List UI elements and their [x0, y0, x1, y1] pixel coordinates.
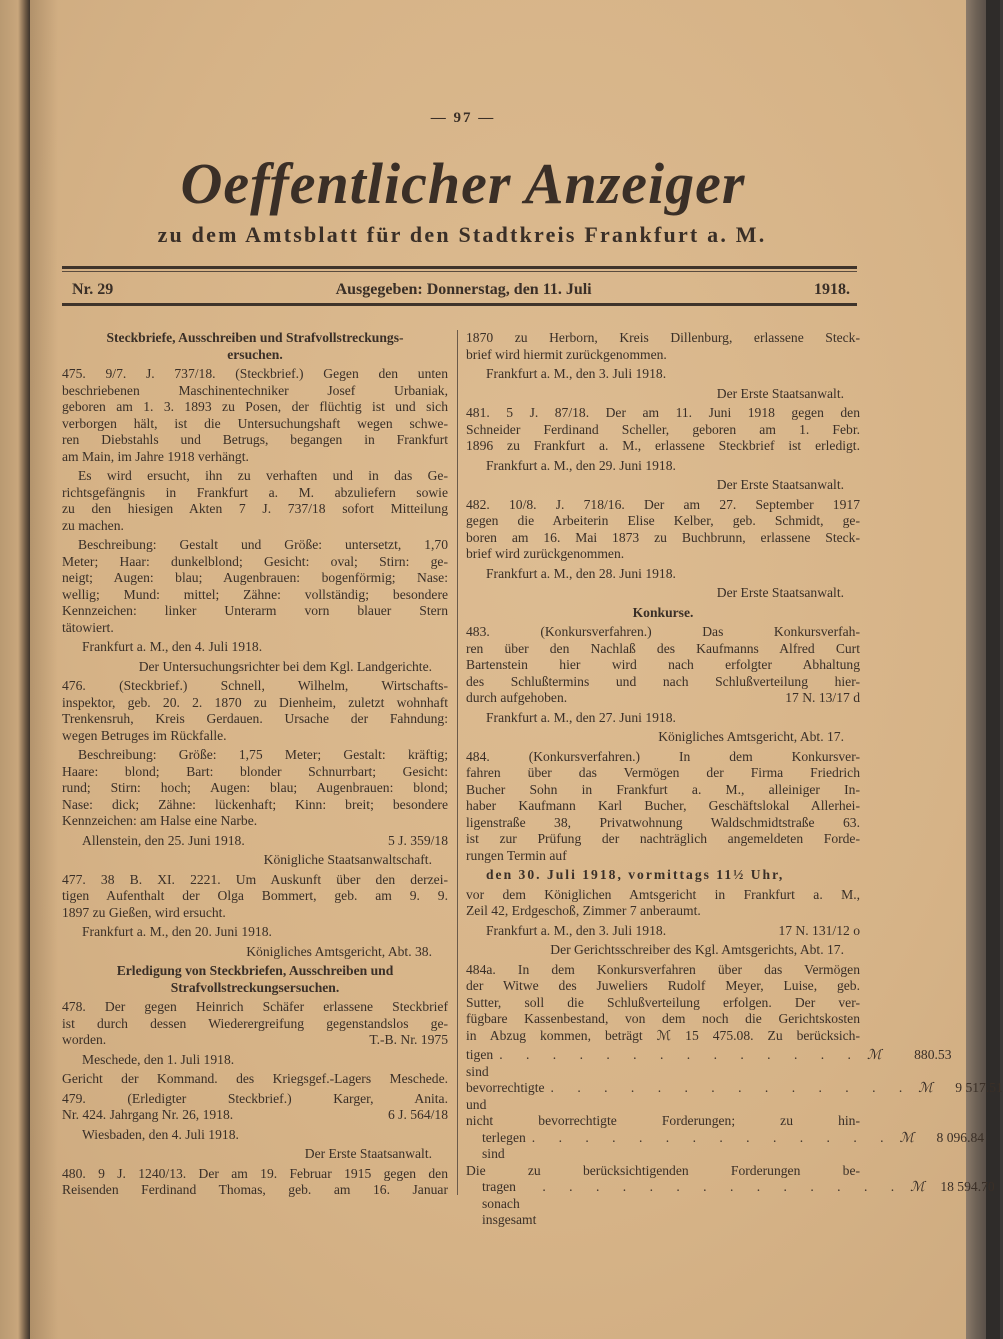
signature-block — [62, 852, 448, 869]
ledger-block — [466, 1047, 1003, 1229]
signature-block — [62, 1146, 448, 1163]
text-line: 1897 zu Gießen, wird ersucht. — [62, 904, 226, 920]
text-line: 1896 zu Frankfurt a. M., erlassene Steckbrief ist erledigt. — [466, 438, 860, 453]
dateline-block — [62, 1052, 448, 1069]
issue-line — [72, 281, 850, 299]
text-line: fügbare Kassenbestand, von dem noch die Gerichtskosten — [466, 1011, 860, 1026]
dateline-block — [466, 710, 860, 727]
entry-block — [62, 366, 448, 465]
ledger-label-line: nicht bevorrechtigte Forderungen; zu hin- — [466, 1113, 860, 1128]
text-line: Der Erste Staatsanwalt. — [716, 585, 844, 600]
text-line: tigen Aufenthalt der Olga Bommert, geb. am 9. 9. — [62, 888, 448, 903]
text-line: wegen Betruges im Rückfalle. — [62, 727, 227, 743]
text-line: der Witwe des Juweliers Rudolf Meyer, Luise, geb. — [466, 978, 860, 993]
entry-block — [62, 678, 448, 744]
text-line: Königliches Amtsgericht, Abt. 38. — [246, 943, 432, 959]
masthead-title: Oeffentlicher Anzeiger — [180, 151, 746, 216]
text-line: Reisenden Ferdinand Thomas, geb. am 16. Januar — [62, 1182, 448, 1197]
text-line: Nr. 424. Jahrgang Nr. 26, 1918. — [62, 1107, 234, 1122]
text-line: Gericht der Kommand. des Kriegsgef.-Lagers Meschede. — [62, 1071, 448, 1086]
text-line: Der Untersuchungsrichter bei dem Kgl. Landgerichte. — [138, 658, 432, 674]
ledger-label: tigen sind — [466, 1047, 494, 1079]
text-line: Meschede, den 1. Juli 1918. — [82, 1051, 235, 1067]
text-line: 479. (Erledigter Steckbrief.) Karger, Anita. — [62, 1090, 448, 1106]
file-reference: 17 N. 13/17 d — [785, 690, 860, 705]
signature-block — [62, 659, 448, 676]
text-line: Es wird ersucht, ihn zu verhaften und in das Ge- — [78, 468, 448, 483]
para-block — [62, 747, 448, 830]
text-line: Schneider Ferdinand Scheller, geboren am 1. Febr. — [466, 421, 860, 437]
dateline-block — [62, 639, 448, 656]
text-line: richtsgefängnis in Frankfurt a. M. abzuliefern sowie — [62, 484, 448, 500]
text-line: Der Erste Staatsanwalt. — [716, 385, 844, 401]
text-line: Trenkensruh, Kreis Gerdauen. Ursache der Fahndung: — [62, 711, 448, 726]
text-line: 475. 9/7. J. 737/18. (Steckbrief.) Gegen den unten — [62, 366, 448, 381]
text-line: Steckbriefe, Ausschreiben und Strafvollstreckungs- — [106, 330, 404, 345]
signature-block — [466, 477, 860, 494]
para-block — [62, 537, 448, 636]
text-line: Der Erste Staatsanwalt. — [716, 477, 844, 492]
text-line: Der Gerichtsschreiber des Kgl. Amtsgerichts, Abt. 17. — [550, 942, 844, 957]
signature-block — [466, 386, 860, 403]
file-reference: 5 J. 359/18 — [387, 832, 448, 848]
text-line: Frankfurt a. M., den 3. Juli 1918. — [486, 922, 667, 938]
text-line: 481. 5 J. 87/18. Der am 11. Juni 1918 gegen den — [466, 405, 860, 420]
heading-block — [62, 963, 448, 996]
currency-mark: ℳ — [918, 1080, 933, 1095]
text-line: 1870 zu Herborn, Kreis Dillenburg, erlassene Steck- — [466, 330, 860, 345]
text-line: ren Diebstahls und Betrugs, begangen in Frankfurt — [62, 432, 448, 447]
currency-mark: ℳ — [899, 1129, 915, 1145]
entry-block — [466, 887, 860, 920]
heading-block — [466, 605, 860, 622]
text-line: beschriebenen Maschinentechniker Josef Urbaniak, — [62, 382, 448, 398]
ledger-amount: 18 594.70 — [940, 1179, 995, 1194]
entry-block — [466, 749, 860, 865]
dateline-block — [466, 366, 860, 383]
text-line: Zeil 42, Erdgeschoß, Zimmer 7 anberaumt. — [466, 903, 701, 918]
text-line: tätowiert. — [62, 619, 114, 635]
text-line: Wiesbaden, den 4. Juli 1918. — [82, 1126, 239, 1142]
text-line: Frankfurt a. M., den 20. Juni 1918. — [82, 924, 272, 939]
text-line: des Schlußtermins und nach Schlußverteilung hier- — [466, 673, 860, 689]
text-line-with-reference — [466, 923, 860, 940]
ledger-amount: 9 517.51 — [955, 1080, 1003, 1095]
text-line: ligenstraße 38, Privatwohnung Waldschmidtstraße 63. — [466, 814, 860, 830]
text-line: ren über den Nachlaß des Kaufmanns Alfred Curt — [466, 640, 860, 656]
text-line: Nase: dick; Zähne: lückenhaft; Kinn: breit; besondere — [62, 796, 448, 812]
entry-block — [466, 497, 860, 563]
text-line: 482. 10/8. J. 718/16. Der am 27. September 1917 — [466, 496, 860, 512]
text-line: brief wird zurückgenommen. — [466, 546, 625, 561]
signature-block — [466, 585, 860, 602]
text-line: Erledigung von Steckbriefen, Ausschreiben und — [116, 963, 394, 978]
leader-dots: . . . . . . . . . . . . . . — [499, 1047, 861, 1062]
text-line: haber Kaufmann Karl Bucher, Geschäftslokal Allerhei- — [466, 798, 860, 813]
text-line: worden. — [62, 1032, 107, 1047]
ledger-label: tragen sonach insgesamt — [482, 1179, 537, 1227]
text-line: ersuchen. — [227, 346, 283, 362]
file-reference: 17 N. 131/12 o — [778, 922, 860, 938]
text-line-with-reference — [62, 833, 448, 850]
entry-block — [62, 1166, 448, 1199]
issue-rule — [62, 303, 857, 306]
text-line-with-reference — [466, 690, 860, 707]
text-line: 483. (Konkursverfahren.) Das Konkursverfah- — [466, 624, 860, 639]
text-line: 484a. In dem Konkursverfahren über das Vermögen — [466, 961, 860, 977]
text-line: Bucher Sohn in Frankfurt a. M., alleiniger In- — [466, 781, 860, 797]
entry-block — [466, 405, 860, 455]
text-line: verborgen hält, ist die Untersuchungshaft wegen schwe- — [62, 415, 448, 431]
text-line: vor dem Königlichen Amtsgericht in Frankfurt a. M., — [466, 886, 860, 902]
text-line: am Main, im Jahre 1918 verhängt. — [62, 448, 249, 464]
entry-block — [62, 999, 448, 1049]
ledger-amount: 8 096.84 — [936, 1129, 985, 1145]
issue-year: 1918. — [814, 281, 850, 298]
text-line: Strafvollstreckungsersuchen. — [170, 979, 340, 995]
masthead-rule — [62, 266, 857, 269]
text-line-with-reference — [62, 1032, 448, 1049]
text-line: Bartenstein hier wird nach erfolgter Abhaltung — [466, 657, 860, 672]
left-page-edge — [0, 0, 30, 1339]
text-line: Frankfurt a. M., den 27. Juni 1918. — [486, 709, 676, 725]
text-line: brief wird hiermit zurückgenommen. — [466, 346, 667, 362]
signature-block — [466, 942, 860, 959]
text-line: Allenstein, den 25. Juni 1918. — [82, 832, 245, 848]
text-line: zu machen. — [62, 517, 124, 533]
text-line: gegen die Arbeiterin Elise Kelber, geb. Schmidt, ge- — [466, 513, 860, 528]
text-line: Frankfurt a. M., den 29. Juni 1918. — [486, 457, 676, 473]
fullline-block — [62, 1071, 448, 1088]
text-line: 476. (Steckbrief.) Schnell, Wilhelm, Wirtschafts- — [62, 678, 448, 693]
ledger-label: bevorrechtigte und — [466, 1080, 545, 1112]
left-column — [62, 330, 448, 1202]
leader-dots: . . . . . . . . . . . . . . — [531, 1129, 894, 1145]
currency-mark: ℳ — [866, 1047, 882, 1062]
text-line: neigt; Augen: blau; Augenbrauen: bogenförmig; Nase: — [62, 570, 448, 585]
currency-mark: ℳ — [910, 1179, 925, 1194]
file-reference: T.-B. Nr. 1975 — [369, 1032, 448, 1047]
text-line: 484. (Konkursverfahren.) In dem Konkursver- — [466, 748, 860, 764]
text-line: Frankfurt a. M., den 4. Juli 1918. — [82, 639, 263, 654]
book-cover-edge — [986, 0, 1000, 1339]
text-line: Beschreibung: Größe: 1,75 Meter; Gestalt: kräftig; — [78, 747, 448, 762]
leader-dots: . . . . . . . . . . . . . . — [542, 1179, 905, 1194]
text-line: rund; Stirn: hoch; Augen: blau; Augenbrauen: blond; — [62, 780, 448, 795]
text-line: Frankfurt a. M., den 3. Juli 1918. — [486, 366, 667, 381]
entry-block — [466, 624, 860, 707]
text-line: 477. 38 B. XI. 2221. Um Auskunft über den derzei- — [62, 871, 448, 887]
file-reference: 6 J. 564/18 — [387, 1107, 448, 1122]
text-line: Kennzeichen: linker Unterarm vorn blauer Stern — [62, 603, 448, 618]
ledger-label: terlegen sind — [482, 1129, 526, 1161]
masthead-rule-thin — [62, 271, 857, 272]
text-line: zu den hiesigen Akten 7 J. 737/18 sofort Mitteilung — [62, 501, 448, 516]
text-line: 480. 9 J. 1240/13. Der am 19. Februar 1915 gegen den — [62, 1165, 448, 1181]
text-line: ist zur Prüfung der nachträglich angemeldeten Forde- — [466, 831, 860, 846]
text-line: ist durch dessen Wiederergreifung gegenstandslos ge- — [62, 1015, 448, 1031]
text-line: Beschreibung: Gestalt und Größe: untersetzt, 1,70 — [78, 537, 448, 552]
emph-block — [466, 867, 860, 884]
text-line: Frankfurt a. M., den 28. Juni 1918. — [486, 565, 676, 581]
ledger-row — [466, 1129, 985, 1163]
page-number: — 97 — — [430, 110, 496, 126]
ledger-row — [466, 1080, 1003, 1113]
entry-block — [466, 330, 860, 363]
heading-block — [62, 330, 448, 363]
text-line: Königliches Amtsgericht, Abt. 17. — [658, 729, 844, 744]
ledger-amount: 880.53 — [914, 1047, 952, 1062]
dateline-block — [62, 833, 448, 850]
entry-block — [466, 962, 860, 1045]
ledger-row — [466, 1047, 952, 1080]
masthead-subtitle: zu dem Amtsblatt für den Stadtkreis Frankfurt a. M. — [157, 222, 767, 247]
leader-dots: . . . . . . . . . . . . . . — [550, 1080, 913, 1095]
text-line: Kennzeichen: am Halse eine Narbe. — [62, 813, 258, 828]
text-line: Königliche Staatsanwaltschaft. — [263, 852, 432, 867]
right-column — [466, 330, 1003, 1232]
text-line: in Abzug kommen, beträgt ℳ 15 475.08. Zu berücksich- — [466, 1027, 860, 1043]
issue-number: Nr. 29 — [72, 281, 114, 298]
text-line: durch aufgehoben. — [466, 690, 568, 705]
text-line: Haare: blond; Bart: blonder Schnurrbart; Gesicht: — [62, 763, 448, 779]
text-line: rungen Termin auf — [466, 847, 567, 863]
signature-block — [62, 944, 448, 961]
text-line-with-reference — [62, 1107, 448, 1124]
text-line: 478. Der gegen Heinrich Schäfer erlassene Steckbrief — [62, 999, 448, 1014]
ledger-label-line: Die zu berücksichtigenden Forderungen be- — [466, 1162, 860, 1178]
signature-block — [466, 729, 860, 746]
dateline-block — [466, 566, 860, 583]
text-line: Sutter, soll die Schlußverteilung erfolgen. Der ver- — [466, 994, 860, 1010]
entry-block — [62, 1091, 448, 1124]
text-line: geboren am 1. 3. 1893 zu Posen, der flüchtig ist und sich — [62, 399, 448, 414]
text-line: Der Erste Staatsanwalt. — [304, 1146, 432, 1161]
para-block — [62, 468, 448, 534]
text-line: wellig; Mund: mittel; Zähne: vollständig; besondere — [62, 586, 448, 602]
issue-date: Ausgegeben: Donnerstag, den 11. Juli — [335, 281, 592, 298]
column-divider — [457, 330, 458, 1195]
dateline-block — [62, 924, 448, 941]
dateline-block — [466, 458, 860, 475]
dateline-block — [466, 923, 860, 940]
text-line: Meter; Haar: dunkelblond; Gesicht: oval; Stirn: ge- — [62, 553, 448, 569]
text-line: Konkurse. — [632, 604, 694, 620]
text-line: den 30. Juli 1918, vormittags 11½ Uhr, — [486, 867, 785, 882]
dateline-block — [62, 1127, 448, 1144]
text-line: boren am 16. Mai 1873 zu Buchbrunn, erlassene Steck- — [466, 529, 860, 545]
text-line: fahren über das Vermögen der Firma Friedrich — [466, 765, 860, 780]
entry-block — [62, 872, 448, 922]
text-line: inspektor, geb. 20. 2. 1870 zu Dienheim, zuletzt wohnhaft — [62, 694, 448, 710]
ledger-row — [466, 1179, 995, 1229]
